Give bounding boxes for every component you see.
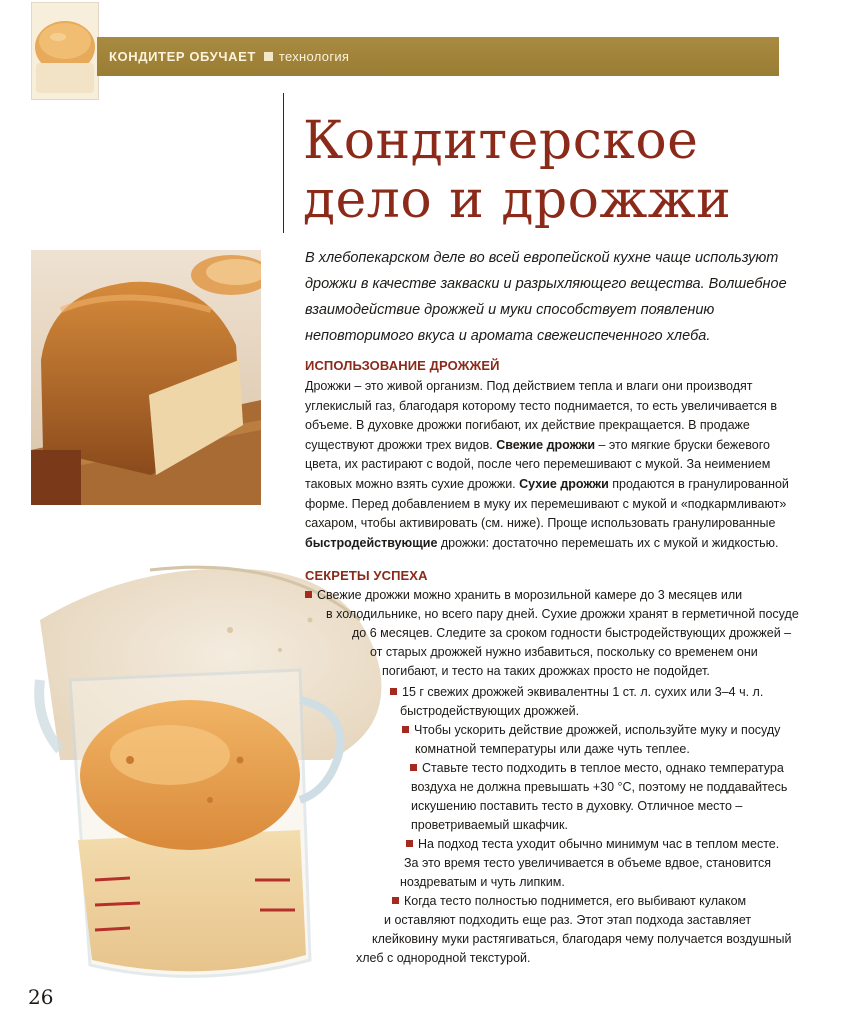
bullet-square-icon — [305, 591, 312, 598]
bread-photo — [31, 250, 261, 505]
page-title — [303, 112, 823, 230]
usage-paragraph — [305, 377, 805, 553]
list-item-continuation: проветриваемый шкафчик. — [411, 818, 568, 832]
usage-text-2: – это мягкие бруски бежевого цвета, их растирают с водой, после чего перемешивают с мукой. За неимением таковых можно взять сухие дрожжи. — [305, 437, 771, 491]
list-item-continuation: воздуха не должна превышать +30 °С, поэтому не поддавайтесь — [411, 780, 788, 794]
list-item-continuation: За это время тесто увеличивается в объеме вдвое, становится — [404, 856, 771, 870]
bread-loaf-icon — [31, 250, 261, 505]
list-item-continuation: до 6 месяцев. Следите за сроком годности быстродействующих дрожжей – — [352, 626, 792, 640]
lead-paragraph: В хлебопекарском деле во всей европейской кухне чаще используют дрожжи в качестве закваски и разрыхляющего вещества. Волшебное взаимодействие дрожжей и муки способствует появлению неповторимого вкуса и аромата свежеиспеченного хлеба. — [305, 250, 787, 344]
usage-bold-fresh: Свежие дрожжи — [496, 437, 596, 452]
dough-thumbnail-icon — [32, 3, 98, 99]
list-item: Когда тесто полностью поднимется, его выбивают кулаком — [392, 892, 746, 910]
secrets-heading: СЕКРЕТЫ УСПЕХА — [305, 568, 428, 583]
usage-heading: ИСПОЛЬЗОВАНИЕ ДРОЖЖЕЙ — [305, 358, 500, 373]
title-line-2: дело и дрожжи — [303, 170, 732, 230]
list-item-continuation: комнатной температуры или даже чуть теплее. — [415, 742, 690, 756]
usage-bold-dry: Сухие дрожжи — [519, 476, 609, 491]
title-line-1: Кондитерское — [303, 111, 699, 171]
list-item-continuation: хлеб с однородной текстурой. — [356, 951, 531, 965]
list-item: На подход теста уходит обычно минимум час в теплом месте. — [406, 835, 779, 853]
usage-text-4: дрожжи: достаточно перемешать их с мукой и жидкостью. — [437, 535, 779, 550]
list-item-continuation: быстродействующих дрожжей. — [400, 704, 580, 718]
list-item: 15 г свежих дрожжей эквивалентны 1 ст. л. сухих или 3–4 ч. л. — [390, 683, 763, 701]
usage-text-3: продаются в гранулированной форме. Перед добавлением в муку их перемешивают с мукой и «подкармливают» сахаром, чтобы активировать (см. ниже). Проще использовать гранулированные — [305, 476, 789, 531]
usage-bold-fast: быстродействующие — [305, 535, 438, 550]
bullet-square-icon — [392, 897, 399, 904]
list-item-continuation: и оставляют подходить еще раз. Этот этап подхода заставляет — [384, 913, 752, 927]
usage-text-1: Дрожжи – это живой организм. Под действием тепла и влаги они производят углекислый газ, благодаря которому тесто поднимается, то есть увеличивается в объеме. В духовке дрожжи погибают, их действие прекращается. В продаже существуют дрожжи трех видов. — [305, 379, 778, 452]
header-band — [97, 37, 779, 76]
header-square-icon — [264, 52, 273, 61]
list-item-continuation: в холодильнике, но всего пару дней. Сухие дрожжи хранят в герметичной посуде — [326, 607, 799, 621]
bullet-square-icon — [410, 764, 417, 771]
list-item: Свежие дрожжи можно хранить в морозильной камере до 3 месяцев или — [305, 586, 742, 604]
header-section: технология — [278, 49, 350, 64]
list-item-continuation: клейковину муки растягиваться, благодаря чему получается воздушный — [372, 932, 792, 946]
header-thumbnail-image — [31, 2, 99, 100]
header-brand: КОНДИТЕР ОБУЧАЕТ — [109, 49, 256, 64]
list-item-continuation: ноздреватым и чуть липким. — [400, 875, 565, 889]
bullet-square-icon — [406, 840, 413, 847]
bullet-square-icon — [390, 688, 397, 695]
list-item-continuation: от старых дрожжей нужно избавиться, поскольку со временем они — [370, 645, 758, 659]
list-item-continuation: искушению поставить тесто в духовку. Отличное место – — [411, 799, 743, 813]
list-item-continuation: погибают, и тесто на таких дрожжах просто не подойдет. — [382, 664, 710, 678]
bullet-square-icon — [402, 726, 409, 733]
list-item: Чтобы ускорить действие дрожжей, используйте муку и посуду — [402, 721, 780, 739]
page-number: 26 — [28, 985, 54, 1009]
title-divider — [283, 93, 284, 233]
list-item: Ставьте тесто подходить в теплое место, однако температура — [410, 759, 784, 777]
